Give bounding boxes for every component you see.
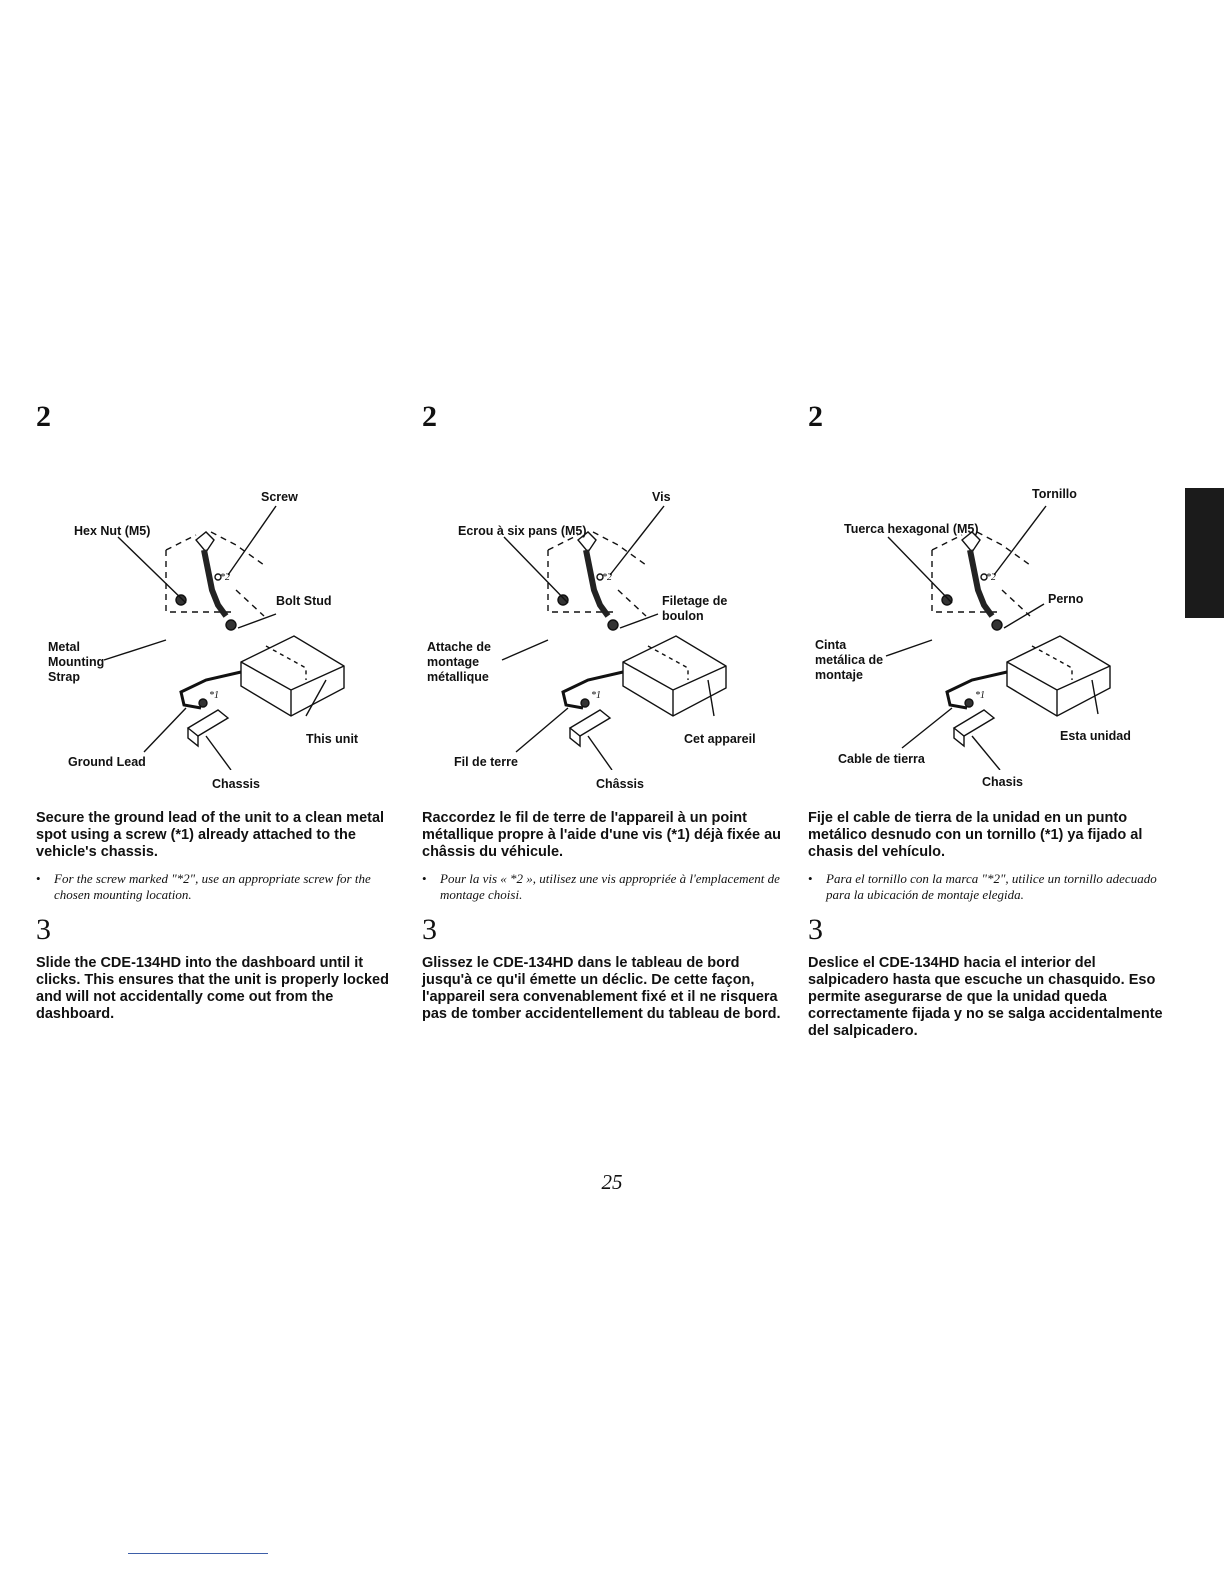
installation-illustration xyxy=(808,440,1173,770)
bullet-icon: • xyxy=(422,871,427,886)
ground-lead-label: Fil de terre xyxy=(454,755,518,769)
chassis-label: Châssis xyxy=(596,777,644,791)
note-item xyxy=(808,871,1173,903)
column-french xyxy=(422,400,787,1023)
ground-lead-diagram xyxy=(808,440,1173,789)
column-spanish xyxy=(808,400,1173,1040)
mark-1-label: *1 xyxy=(209,690,219,701)
note-text: For the screw marked "*2", use an appropriate screw for the chosen mounting location. xyxy=(54,871,371,902)
section-side-tab xyxy=(1185,488,1224,618)
this-unit-label: Cet appareil xyxy=(684,732,756,746)
this-unit-label: This unit xyxy=(306,732,359,746)
bolt-stud-label: Perno xyxy=(1048,592,1084,606)
note-item xyxy=(36,871,401,903)
ground-lead-label: Ground Lead xyxy=(68,755,146,769)
footer-rule xyxy=(128,1553,268,1554)
chassis-label: Chasis xyxy=(982,775,1023,789)
step-2-text: Secure the ground lead of the unit to a clean metal spot using a screw (*1) already attached to the vehicle's chassis. xyxy=(36,810,385,860)
mark-2-label: *2 xyxy=(602,572,612,583)
mark-2-label: *2 xyxy=(986,572,996,583)
bullet-icon: • xyxy=(808,871,813,886)
hex-nut-label: Ecrou à six pans (M5) xyxy=(458,524,587,538)
step-2-text: Fije el cable de tierra de la unidad en un punto metálico desnudo con un tornillo (*1) ya fijado al chasis del vehículo. xyxy=(808,810,1143,860)
screw-label: Tornillo xyxy=(1032,487,1077,501)
step-3-text: Deslice el CDE-134HD hacia el interior del salpicadero hasta que escuche un chasquido. Eso permite asegurarse de que la unidad queda correctamente fijada y no se salga accidentalmente del salpicadero. xyxy=(808,955,1163,1039)
step-3-text: Slide the CDE-134HD into the dashboard until it clicks. This ensures that the unit is properly locked and will not accidentally come out from the dashboard. xyxy=(36,955,389,1022)
mark-1-label: *1 xyxy=(591,690,601,701)
metal-strap-label: Attache de montage métallique xyxy=(427,640,491,684)
chassis-label: Chassis xyxy=(212,777,260,791)
step-2-number: 2 xyxy=(422,400,437,433)
hex-nut-label: Tuerca hexagonal (M5) xyxy=(844,522,979,536)
note-item xyxy=(422,871,787,903)
step-2-text: Raccordez le fil de terre de l'appareil à un point métallique propre à l'aide d'une vis (*1) déjà fixée au châssis du véhicule. xyxy=(422,810,782,860)
metal-strap-label: Cinta metálica de montaje xyxy=(815,638,884,682)
note-text: Para el tornillo con la marca "*2", utilice un tornillo adecuado para la ubicación de montaje elegida. xyxy=(826,871,1157,902)
note-text: Pour la vis « *2 », utilisez une vis appropriée à l'emplacement de montage choisi. xyxy=(440,871,780,902)
step-3-number: 3 xyxy=(36,913,51,946)
this-unit-label: Esta unidad xyxy=(1060,729,1131,743)
step-3-number: 3 xyxy=(422,913,437,946)
step-2-number: 2 xyxy=(36,400,51,433)
bolt-stud-label: Filetage de boulon xyxy=(662,594,728,623)
ground-lead-diagram xyxy=(36,440,401,791)
screw-label: Vis xyxy=(652,490,671,504)
installation-illustration xyxy=(36,440,401,770)
bolt-stud-label: Bolt Stud xyxy=(276,594,332,608)
page-number: 25 xyxy=(601,1170,623,1194)
metal-strap-label: Metal Mounting Strap xyxy=(48,640,105,684)
step-2-number: 2 xyxy=(808,400,823,433)
ground-lead-label: Cable de tierra xyxy=(838,752,925,766)
bullet-icon: • xyxy=(36,871,41,886)
installation-illustration xyxy=(422,440,787,770)
step-3-text: Glissez le CDE-134HD dans le tableau de bord jusqu'à ce qu'il émette un déclic. De cette façon, l'appareil sera convenablement fixé et il ne risquera pas de tomber accidentellement du tableau de bord. xyxy=(422,955,781,1022)
mark-1-label: *1 xyxy=(975,690,985,701)
hex-nut-label: Hex Nut (M5) xyxy=(74,524,151,538)
ground-lead-diagram xyxy=(422,440,787,791)
screw-label: Screw xyxy=(261,490,298,504)
column-english xyxy=(36,400,401,1023)
mark-2-label: *2 xyxy=(220,572,230,583)
step-3-number: 3 xyxy=(808,913,823,946)
